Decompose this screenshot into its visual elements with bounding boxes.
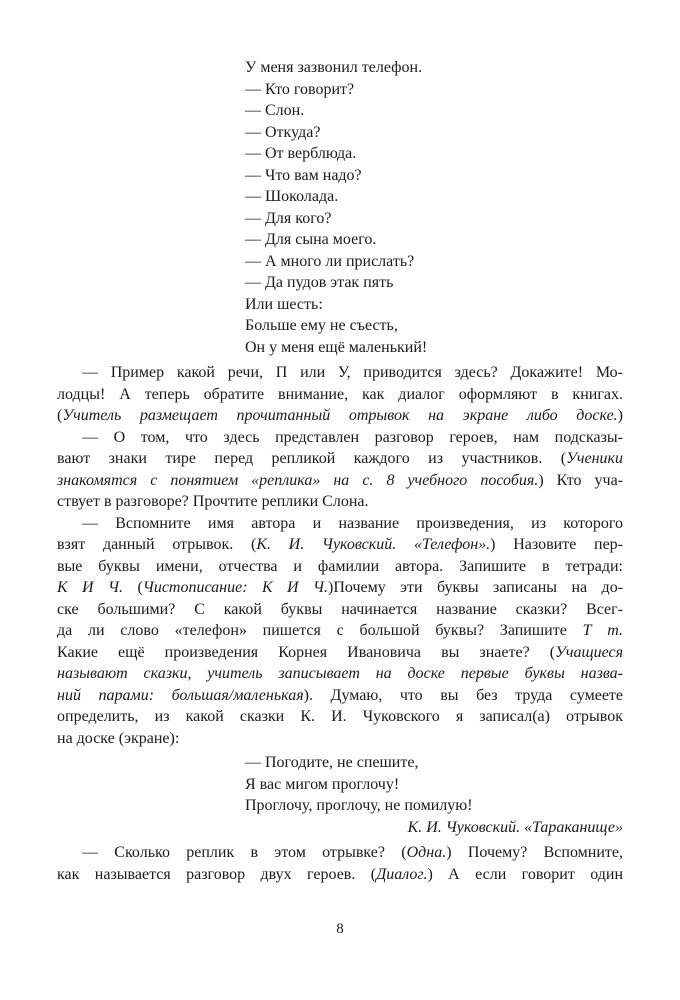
text-line xyxy=(57,405,623,427)
text-segment: ) Назовите пер- xyxy=(490,536,623,553)
poem-line: — Шоколада. xyxy=(245,188,339,205)
italic-segment: ний парами: большая/маленькая xyxy=(57,686,304,704)
lesson-dialog-paragraphs xyxy=(57,362,623,749)
poem-line: Проглочу, проглочу, не помилую! xyxy=(245,797,473,814)
text-line xyxy=(57,599,623,621)
text-line xyxy=(57,706,623,728)
paragraph xyxy=(57,842,623,885)
text-line xyxy=(57,842,623,864)
text-segment: — Пример какой речи, П или У, приводится здесь? Докажите! Мо- xyxy=(82,364,623,381)
text-line xyxy=(57,556,623,578)
paragraph xyxy=(57,427,623,513)
text-segment: вые буквы имени, отчества и фамилии автора. Запишите в тетради: xyxy=(57,557,623,575)
poem-line: — Да пудов этак пять xyxy=(245,274,394,291)
text-segment: ( xyxy=(57,407,63,424)
text-line xyxy=(57,427,623,449)
text-segment: определить, из какой сказки К. И. Чуковского я записал(а) отрывок xyxy=(57,708,623,725)
text-segment: ске большими? С какой буквы начинается название сказки? Всег- xyxy=(57,600,623,618)
italic-segment: Ученики xyxy=(566,450,623,467)
poem-line: Он у меня ещё маленький! xyxy=(245,338,428,356)
italic-segment: знакомятся с понятием «реплика» на с. 8 учебного пособия. xyxy=(57,471,539,489)
poem-telephone-excerpt xyxy=(245,57,623,358)
text-segment: Какие ещё произведения Корнея Ивановича вы знаете? ( xyxy=(57,643,556,661)
page-number: 8 xyxy=(336,921,344,937)
text-line xyxy=(57,513,623,535)
text-segment: — О том, что здесь представлен разговор героев, нам подсказы- xyxy=(82,428,623,446)
text-segment: ) Кто уча- xyxy=(538,471,623,489)
text-segment: вают знаки тире перед репликой каждого из участников. ( xyxy=(57,450,567,467)
text-line xyxy=(57,642,623,664)
paragraph xyxy=(57,362,623,427)
poem-line: — Для сына моего. xyxy=(245,231,377,248)
poem-line: Я вас мигом проглочу! xyxy=(245,775,400,793)
italic-segment: называют сказки, учитель записывает на доске первые буквы назва- xyxy=(57,665,623,682)
text-segment: ствует в разговоре? Прочтите реплики Слона. xyxy=(57,493,369,510)
text-segment: ) А если говорит один xyxy=(427,865,624,883)
text-segment: ) xyxy=(617,407,623,424)
text-line xyxy=(57,470,623,492)
italic-segment: Одна. xyxy=(406,844,447,861)
poem-line: — Для кого? xyxy=(245,209,332,227)
italic-segment: Учащиеся xyxy=(555,643,623,661)
poem-line: У меня зазвонил телефон. xyxy=(245,59,423,76)
text-line xyxy=(57,448,623,470)
text-line xyxy=(57,534,623,556)
text-line xyxy=(57,663,623,685)
text-segment: ( xyxy=(123,579,143,596)
text-segment: взят данный отрывок. ( xyxy=(57,536,257,553)
poem-line: — Погодите, не спешите, xyxy=(245,754,419,771)
text-segment: ). Думаю, что вы без труда сумеете xyxy=(303,686,624,704)
text-segment: как называется разговор двух героев. ( xyxy=(57,865,377,883)
poem-line: Больше ему не съесть, xyxy=(245,317,398,334)
poem-tarakanishche-excerpt xyxy=(245,752,623,817)
poem-line: — Слон. xyxy=(245,102,305,119)
poem-attribution: К. И. Чуковский. «Тараканище» xyxy=(407,818,623,836)
poem-line: — Что вам надо? xyxy=(245,166,362,184)
poem-line: — Кто говорит? xyxy=(245,80,355,98)
poem-line: — Откуда? xyxy=(245,123,321,141)
poem-line: Или шесть: xyxy=(245,295,323,313)
italic-segment: Т т. xyxy=(582,622,624,639)
text-segment: — Сколько реплик в этом отрывке? ( xyxy=(82,844,407,861)
text-segment: лодцы! А теперь обратите внимание, как диалог оформляют в книгах. xyxy=(57,385,623,403)
lesson-dialog-paragraphs-continued xyxy=(57,842,623,885)
text-line xyxy=(57,620,623,642)
text-segment: — Вспомните имя автора и название произведения, из которого xyxy=(82,514,623,532)
text-segment: ) Почему? Вспомните, xyxy=(446,844,624,861)
poem-line: — А много ли прислать? xyxy=(245,252,415,270)
text-line xyxy=(57,577,623,599)
paragraph xyxy=(57,513,623,750)
italic-segment: Диалог. xyxy=(376,865,428,883)
text-segment: на доске (экране): xyxy=(57,729,180,747)
text-line xyxy=(57,685,623,707)
text-line xyxy=(57,384,623,406)
text-line xyxy=(57,728,623,750)
page-content xyxy=(57,57,623,885)
italic-segment: К. И. Чуковский. «Телефон». xyxy=(256,536,491,553)
italic-segment: Учитель размещает прочитанный отрывок на экране либо доске. xyxy=(62,407,618,424)
text-line xyxy=(57,864,623,886)
italic-segment: Чистописание: К И Ч. xyxy=(142,579,328,596)
italic-segment: К И Ч. xyxy=(57,579,124,596)
text-line xyxy=(57,491,623,513)
text-segment: да ли слово «телефон» пишется с большой буквы? Запишите xyxy=(57,622,583,639)
poem-line: — От верблюда. xyxy=(245,145,357,162)
text-line xyxy=(57,362,623,384)
text-segment: )Почему эти буквы записаны на до- xyxy=(327,579,624,596)
